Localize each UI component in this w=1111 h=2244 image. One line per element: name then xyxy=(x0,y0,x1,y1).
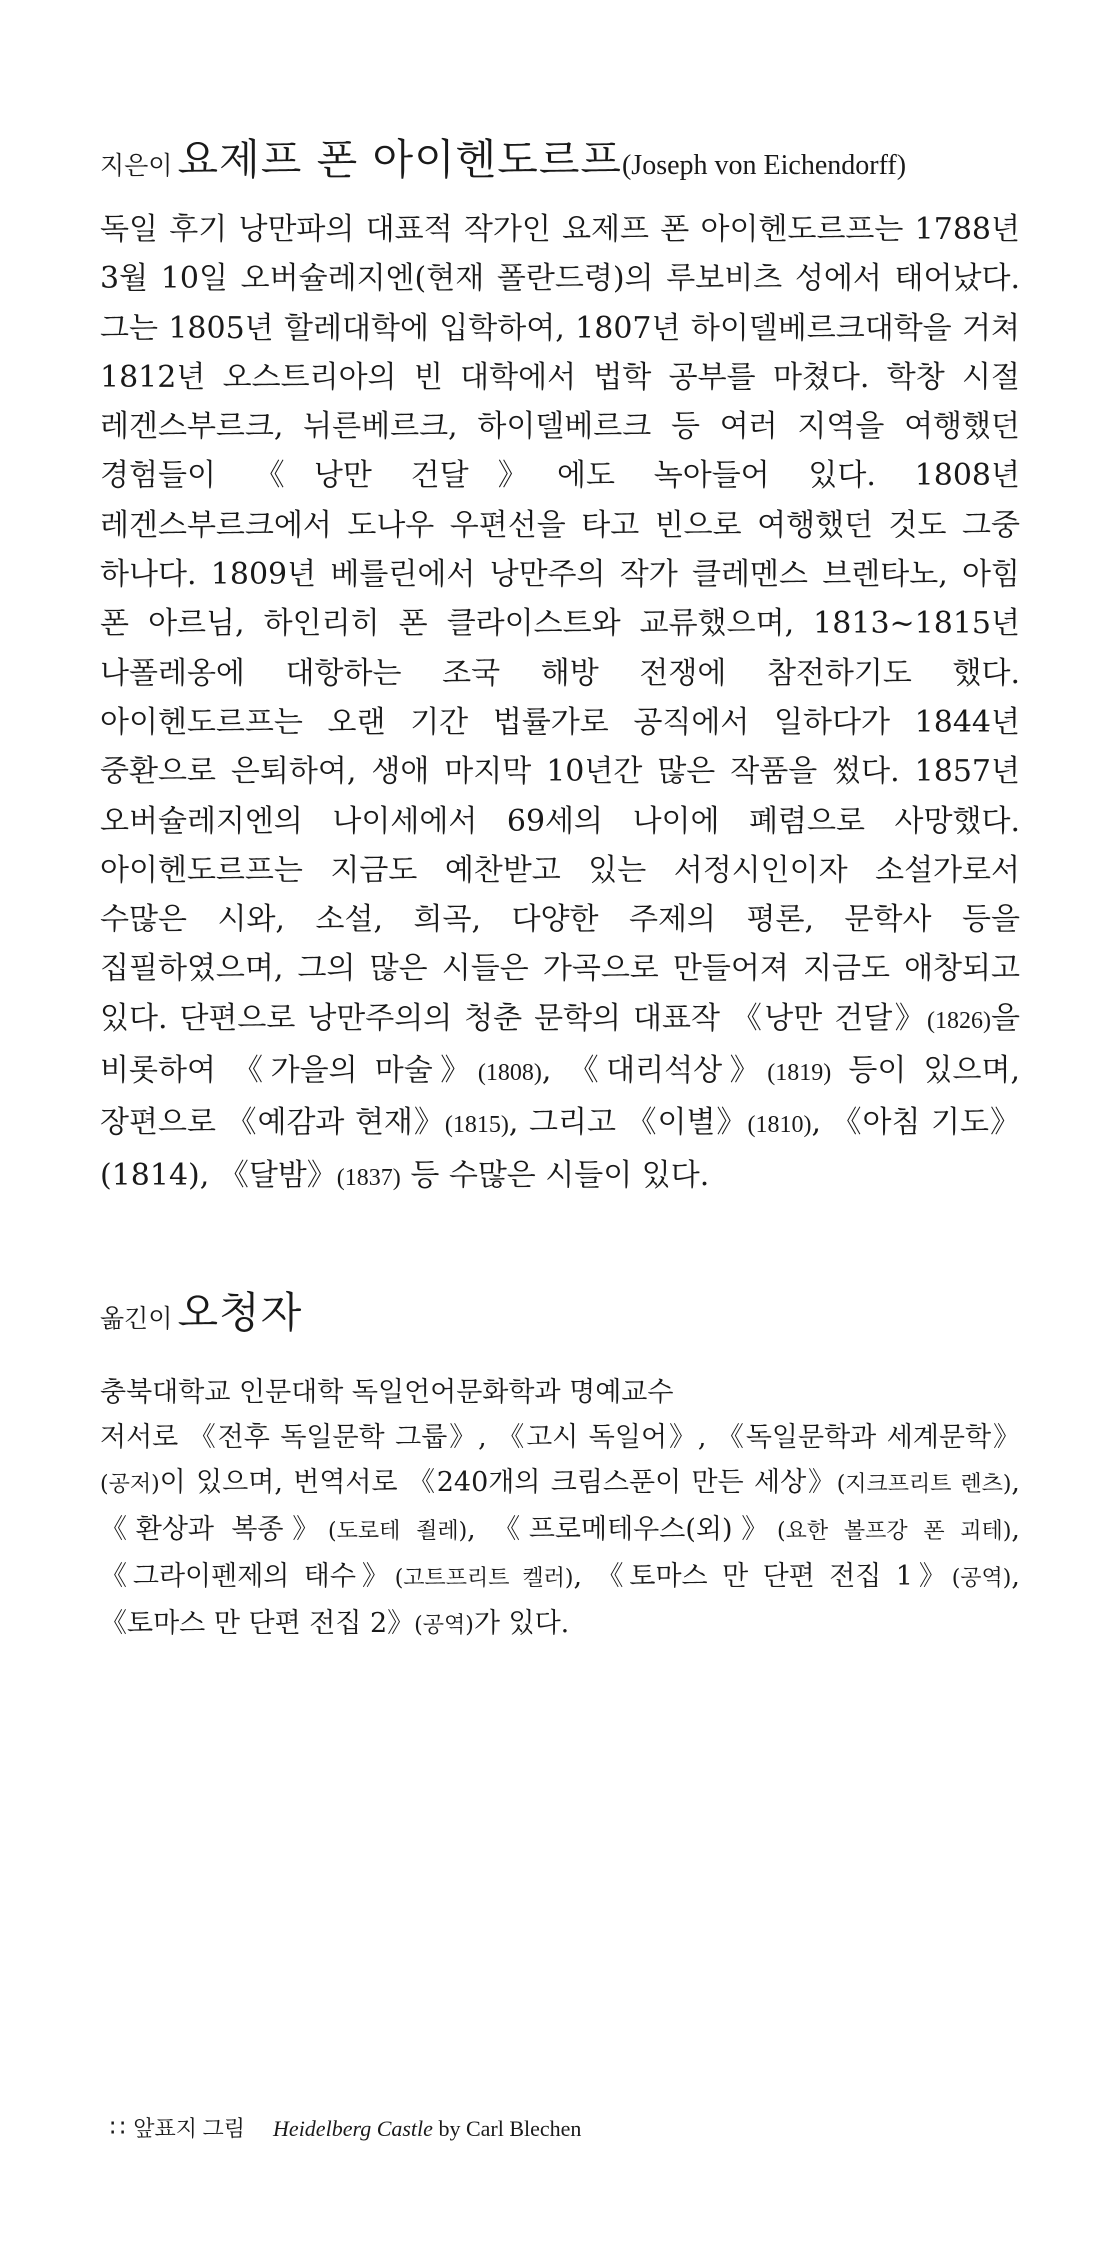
translator-name: 오청자 xyxy=(177,1287,303,1337)
works-text: 가 있다. xyxy=(473,1607,570,1639)
bio-year: (1826) xyxy=(927,1007,992,1034)
works-note: (지크프리트 렌츠) xyxy=(836,1471,1012,1497)
translator-info xyxy=(100,1370,1020,1648)
author-role-label: 지은이 xyxy=(100,151,173,180)
bio-year: (1819) xyxy=(767,1060,832,1087)
works-text: , 《토마스 만 단편 전집 2》 xyxy=(100,1560,1020,1639)
works-note: (요한 볼프강 폰 괴테) xyxy=(776,1518,1012,1544)
author-info-page xyxy=(100,130,1020,1648)
author-bio-paragraph xyxy=(100,205,1020,1203)
author-biography xyxy=(100,205,1020,1203)
translator-works xyxy=(100,1415,1020,1648)
cover-credit xyxy=(110,2112,581,2143)
bio-text: 등이 있으며, 장편으로 《예감과 현재》 xyxy=(100,1053,1020,1141)
bio-year: (1808) xyxy=(477,1060,542,1087)
works-text: , 《그라이펜제의 태수》 xyxy=(100,1513,1020,1592)
works-text: , 《토마스 만 단편 전집 1》 xyxy=(573,1560,952,1592)
works-note: (공저) xyxy=(100,1471,160,1497)
bio-text: 등 수많은 시들이 있다. xyxy=(400,1157,710,1193)
painting-title: Heidelberg Castle xyxy=(273,2116,433,2141)
bio-text: 을 비롯하여 《가을의 마술》 xyxy=(100,1000,1020,1089)
bio-text: 독일 후기 낭만파의 대표적 작가인 요제프 폰 아이헨도르프는 1788년 3월 10일 오버슐레지엔(현재 폴란드령)의 루보비츠 성에서 태어났다. 그는 1805년 할레대학에 입학하여, 1807년 하이델베르크대학을 거쳐 1812년 오스트리아의 빈 대학에서 법학 공부를 마쳤다. 학창 시절 레겐스부르크, 뉘른베르크, 하이델베르크 등 여러 지역을 여행했던 경험들이 《낭만 건달》에도 녹아들어 있다. 1808년 레겐스부르크에서 도나우 우편선을 타고 빈으로 여행했던 것도 그중 하나다. 1809년 베를린에서 낭만주의 작가 클레멘스 브렌타노, 아힘 폰 아르님, 하인리히 폰 클라이스트와 교류했으며, 1813~1815년 나폴레옹에 대항하는 조국 해방 전쟁에 참전하기도 했다. 아이헨도르프는 오랜 기간 법률가로 공직에서 일하다가 1844년 중환으로 은퇴하여, 생애 마지막 10년간 많은 작품을 썼다. 1857년 오버슐레지엔의 나이세에서 69세의 나이에 폐렴으로 사망했다. 아이헨도르프는 지금도 예찬받고 있는 서정시인이자 소설가로서 수많은 시와, 소설, 희곡, 다양한 주제의 평론, 문학사 등을 집필하였으며, 그의 많은 시들은 가곡으로 만들어져 지금도 애창되고 있다. 단편으로 낭만주의의 청춘 문학의 대표작 《낭만 건달》 xyxy=(100,212,1020,1036)
works-note: (공역) xyxy=(951,1565,1012,1591)
works-note: (공역) xyxy=(414,1612,474,1638)
bio-text: , 《대리석상》 xyxy=(541,1053,768,1089)
painter-credit: by Carl Blechen xyxy=(438,2116,582,2141)
works-note: (고트프리트 켈러) xyxy=(394,1565,574,1591)
bio-text: , 그리고 《이별》 xyxy=(508,1105,748,1141)
works-text: 저서로 《전후 독일문학 그룹》, 《고시 독일어》, 《독일문학과 세계문학》 xyxy=(100,1421,1020,1453)
author-name-latin: (Joseph von Eichendorff) xyxy=(621,150,907,181)
works-text: , 《환상과 복종》 xyxy=(100,1466,1020,1545)
bio-text: , 《아침 기도》(1814), 《달밤》 xyxy=(100,1105,1020,1193)
bio-year: (1815) xyxy=(444,1112,509,1139)
credit-marker: ∷ xyxy=(110,2116,126,2142)
works-note: (도로테 죌레) xyxy=(328,1518,468,1544)
translator-position: 충북대학교 인문대학 독일언어문화학과 명예교수 xyxy=(100,1376,674,1408)
bio-year: (1837) xyxy=(336,1164,401,1191)
author-heading xyxy=(100,130,1020,199)
works-text: , 《프로메테우스(외)》 xyxy=(467,1513,777,1545)
author-name-korean: 요제프 폰 아이헨도르프 xyxy=(177,135,622,184)
bio-year: (1810) xyxy=(747,1112,812,1139)
works-text: 이 있으며, 번역서로 《240개의 크림스푼이 만든 세상》 xyxy=(159,1466,837,1498)
credit-label: 앞표지 그림 xyxy=(133,2116,246,2141)
translator-heading xyxy=(100,1283,1020,1352)
translator-role-label: 옮긴이 xyxy=(100,1303,173,1333)
